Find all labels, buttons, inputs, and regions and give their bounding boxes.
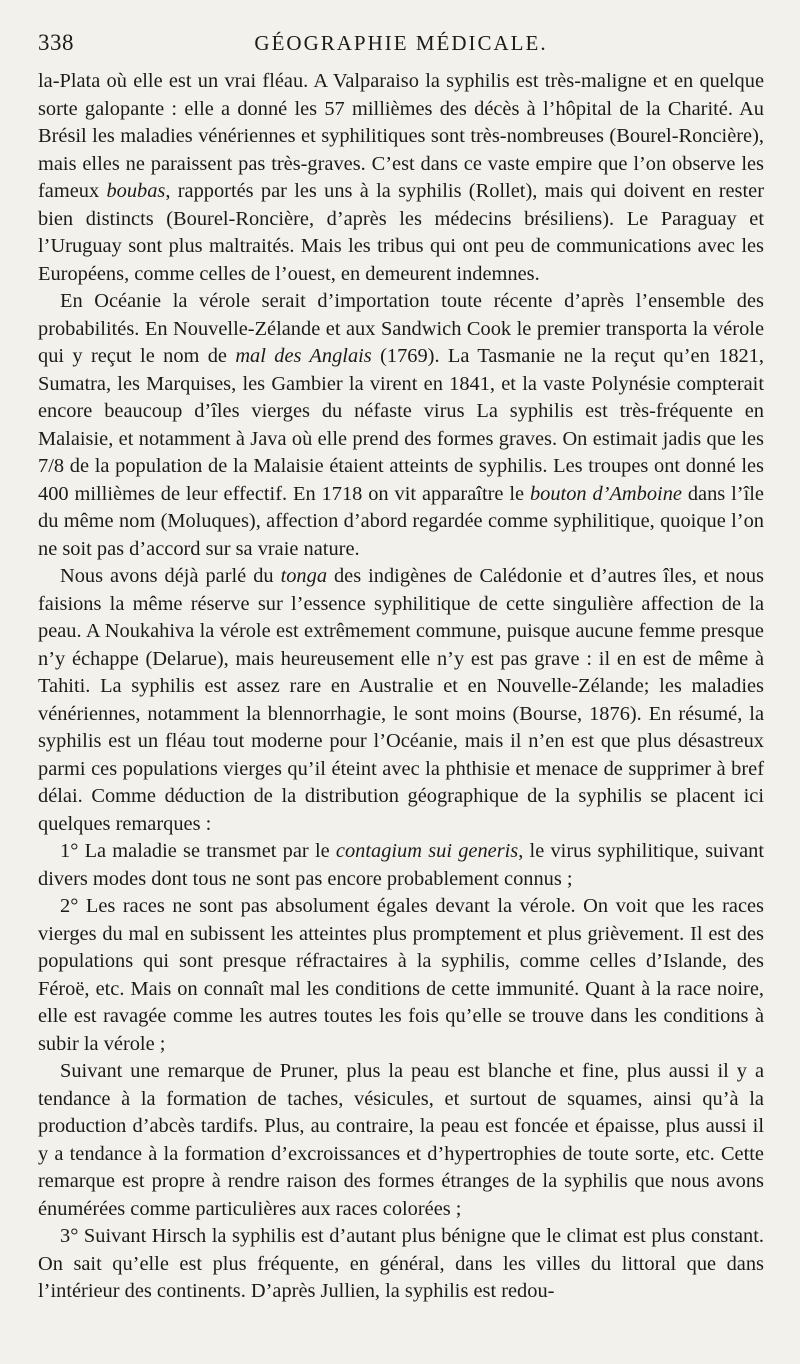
text-run: , le virus syphilitique, suivant divers modes dont tous ne sont pas encore probablement connus ;: [38, 840, 764, 890]
text-run: dans l’île du même nom (Moluques), affection d’abord regardée comme syphilitique, quoique l’on ne soit pas d’accord sur sa vraie nature.: [38, 482, 764, 560]
body-text: [38, 68, 764, 1306]
text-run: Suivant une remarque de Pruner, plus la peau est blanche et fine, plus aussi il y a tendance à la formation de taches, vésicules, et surtout de squames, ainsi qu’à la production d’abcès tardifs. Plus, au contraire, la peau est foncée et épaisse, plus aussi il y a tendance à la formation d’excroissances et d’hypertrophies de toute sorte, etc. Cette remarque est propre à rendre raison des formes étranges de la syphilis que nous avons énumérées comme particulières aux races colorées ;: [38, 1060, 764, 1220]
italic-text: mal des Anglais: [235, 345, 372, 367]
paragraph: [38, 563, 764, 838]
text-run: (1769). La Tasmanie ne la reçut qu’en 1821, Sumatra, les Marquises, les Gambier la virent en 1841, et la vaste Polynésie compterait encore beaucoup d’îles vierges du néfaste virus La syphilis est très-fréquente en Malaisie, et notamment à Java où elle prend des formes graves. On estimait jadis que les 7/8 de la population de la Malaisie étaient atteints de syphilis. Les troupes ont donné les 400 millièmes de leur effectif. En 1718 on vit apparaître le: [38, 345, 765, 505]
paragraph: [38, 893, 764, 1058]
text-run: la-Plata où elle est un vrai fléau. A Valparaiso la syphilis est très-maligne et en quelque sorte galopante : elle a donné les 57 millièmes des décès à l’hôpital de la Charité. Au Brésil les maladies vénériennes et syphilitiques sont très-nombreuses (Bourel-Roncière), mais elles ne paraissent pas très-graves. C’est dans ce vaste empire que l’on observe les fameux: [38, 70, 764, 202]
running-head: GÉOGRAPHIE MÉDICALE.: [254, 31, 548, 55]
paragraph: [38, 68, 764, 288]
text-run: des indigènes de Calédonie et d’autres îles, et nous faisions la même réserve sur l’essence syphilitique de cette singulière affection de la peau. A Noukahiva la vérole est extrêmement commune, puisque aucune femme presque n’y échappe (Delarue), mais heureusement elle n’y est pas grave : il en est de même à Tahiti. La syphilis est assez rare en Australie et en Nouvelle-Zélande; les maladies vénériennes, notamment la blennorrhagie, le sont moins (Bourse, 1876). En résumé, la syphilis est un fléau tout moderne pour l’Océanie, mais il n’en est que plus désastreux parmi ces populations vierges qu’il éteint avec la phthisie et menace de supprimer à bref délai. Comme déduction de la distribution géographique de la syphilis se placent ici quelques remarques :: [38, 565, 764, 835]
italic-text: bouton d’Amboine: [529, 482, 682, 505]
text-run: Nous avons déjà parlé du: [60, 565, 281, 587]
paragraph: [38, 838, 764, 893]
text-run: 3° Suivant Hirsch la syphilis est d’autant plus bénigne que le climat est plus constant. On sait qu’elle est plus fréquente, en général, dans les villes du littoral que dans l’intérieur des continents. D’après Jullien, la syphilis est redou-: [38, 1225, 764, 1302]
paragraph: [38, 288, 764, 563]
italic-text: boubas: [106, 180, 166, 202]
text-run: , rapportés par les uns à la syphilis (Rollet), mais qui doivent en rester bien distincts (Bourel-Roncière, d’après les médecins brésiliens). Le Paraguay et l’Uruguay sont plus maltraités. Mais les tribus qui ont peu de communications avec les Européens, comme celles de l’ouest, en demeurent indemnes.: [38, 180, 764, 285]
text-run: 1° La maladie se transmet par le: [60, 840, 336, 862]
italic-text: contagium sui generis: [335, 840, 519, 862]
page-number: 338: [38, 30, 74, 55]
paragraph: [38, 1223, 764, 1306]
page-header: [38, 30, 764, 64]
text-run: 2° Les races ne sont pas absolument égales devant la vérole. On voit que les races vierges du mal en subissent les atteintes plus promptement et plus grièvement. Il est des populations qui sont presque réfractaires à la syphilis, comme celles d’Islande, des Féroë, etc. Mais on connaît mal les conditions de cette immunité. Quant à la race noire, elle est ravagée comme les autres toutes les fois qu’elle se trouve dans les conditions à subir la vérole ;: [38, 895, 764, 1055]
paragraph: [38, 1058, 764, 1223]
italic-text: tonga: [280, 565, 328, 587]
text-run: En Océanie la vérole serait d’importation toute récente d’après l’ensemble des probabilités. En Nouvelle-Zélande et aux Sandwich Cook le premier transporta la vérole qui y reçut le nom de: [38, 290, 764, 367]
